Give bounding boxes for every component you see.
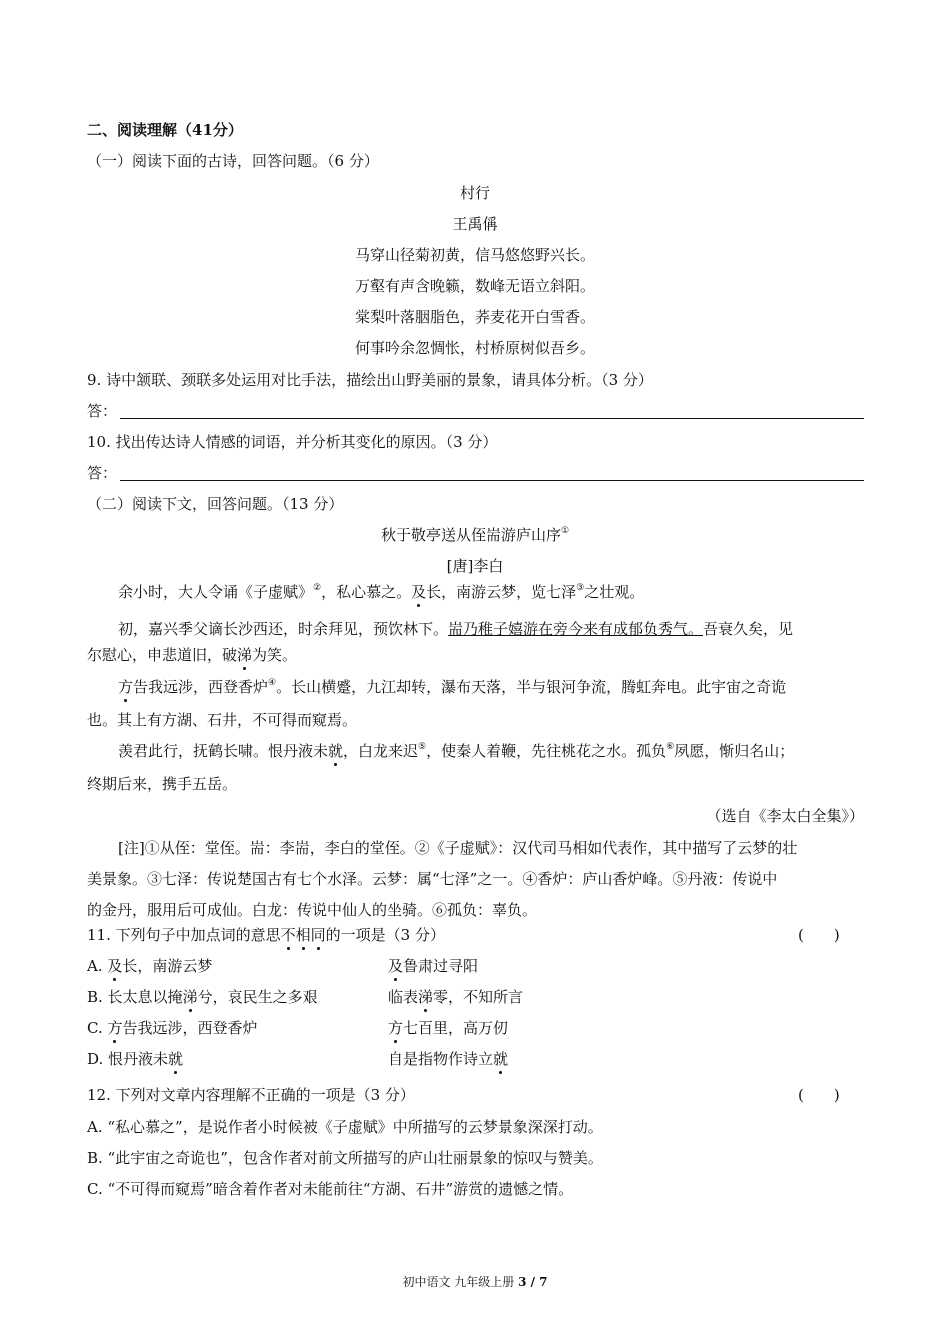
answer-bracket-11[interactable]: ( ): [798, 926, 840, 944]
notes-line: 的金丹，服用后可成仙。白龙：传说中仙人的坐骑。⑥孤负：辜负。: [87, 901, 538, 919]
option-a-right: 及鲁肃过寻阳: [388, 957, 479, 975]
part2-intro: （二）阅读下文，回答问题。（13 分）: [87, 495, 344, 513]
poem-title: 村行: [459, 184, 490, 202]
notes-line: [注]①从侄：堂侄。耑：李耑，李白的堂侄。②《子虚赋》：汉代司马相如代表作，其中描写了云梦的壮: [118, 839, 798, 857]
answer-line-10[interactable]: [120, 480, 864, 481]
essay-source: （选自《李太白全集》）: [706, 807, 864, 825]
poem-line: 万壑有声含晚籁，数峰无语立斜阳。: [354, 277, 595, 295]
option-a-left[interactable]: A. 及长，南游云梦: [87, 957, 213, 975]
option-c-left[interactable]: C. 方告我远涉，西登香炉: [87, 1019, 258, 1037]
essay-paragraph-3: 方告我远涉，西登香炉④。长山横蹙，九江却转，瀑布天落，半与银河争流，腾虹奔电。此宇宙之奇诡: [118, 678, 787, 696]
part1-intro: （一）阅读下面的古诗，回答问题。（6 分）: [87, 152, 379, 170]
option-b[interactable]: B. “此宇宙之奇诡也”，包含作者对前文所描写的庐山壮丽景象的惊叹与赞美。: [87, 1149, 603, 1167]
essay-author: [唐]李白: [446, 557, 504, 575]
notes-line: 美景象。③七泽：传说楚国古有七个水泽。云梦：属“七泽”之一。④香炉：庐山香炉峰。⑤丹液：传说中: [87, 870, 778, 888]
question-9: 9. 诗中颔联、颈联多处运用对比手法，描绘出山野美丽的景象，请具体分析。（3 分）: [87, 371, 653, 389]
answer-line-9[interactable]: [120, 418, 864, 419]
answer-label: 答：: [87, 402, 118, 420]
poem-line: 马穿山径菊初黄，信马悠悠野兴长。: [354, 246, 595, 264]
question-11: 11. 下列句子中加点词的意思不相同的一项是（3 分）: [87, 926, 445, 944]
option-a[interactable]: A. “私心慕之”，是说作者小时候被《子虚赋》中所描写的云梦景象深深打动。: [87, 1118, 603, 1136]
essay-paragraph-1: 余小时，大人令诵《子虚赋》②，私心慕之。及长，南游云梦，览七泽③之壮观。: [118, 583, 645, 601]
answer-label: 答：: [87, 464, 118, 482]
option-c-right: 方七百里，高万仞: [388, 1019, 509, 1037]
essay-paragraph-2: 初，嘉兴季父谪长沙西还，时余拜见，预饮林下。耑乃稚子嬉游在旁今来有成郁负秀气。吾衰久矣，见: [118, 620, 794, 638]
page-footer: 初中语文 九年级上册 3 / 7: [402, 1275, 548, 1289]
essay-title: 秋于敬亭送从侄耑游庐山序①: [380, 526, 570, 544]
essay-paragraph-2-cont: 尔慰心，申悲道旧，破涕为笑。: [87, 646, 298, 664]
question-12: 12. 下列对文章内容理解不正确的一项是（3 分）: [87, 1086, 415, 1104]
poem-line: 何事吟余忽惆怅，村桥原树似吾乡。: [354, 339, 595, 357]
option-b-left[interactable]: B. 长太息以掩涕兮，哀民生之多艰: [87, 988, 318, 1006]
section-title: 二、阅读理解（41分）: [87, 121, 243, 139]
poem-line: 棠梨叶落胭脂色，荞麦花开白雪香。: [354, 308, 595, 326]
essay-paragraph-4-cont: 终期后来，携手五岳。: [87, 775, 238, 793]
essay-paragraph-4: 羡君此行，抚鹤长啸。恨丹液未就，白龙来迟⑤，使秦人着鞭，先往桃花之水。孤负⑥夙愿，惭归名山；: [118, 742, 795, 760]
question-10: 10. 找出传达诗人情感的词语，并分析其变化的原因。（3 分）: [87, 433, 498, 451]
option-b-right: 临表涕零，不知所言: [388, 988, 524, 1006]
option-d-right: 自是指物作诗立就: [388, 1050, 509, 1068]
essay-paragraph-3-cont: 也。其上有方湖、石井，不可得而窥焉。: [87, 711, 358, 729]
option-d-left[interactable]: D. 恨丹液未就: [87, 1050, 184, 1068]
poem-author: 王禹偁: [452, 215, 498, 233]
option-c[interactable]: C. “不可得而窥焉”暗含着作者对未能前往“方湖、石井”游赏的遗憾之情。: [87, 1180, 574, 1198]
answer-bracket-12[interactable]: ( ): [798, 1086, 840, 1104]
